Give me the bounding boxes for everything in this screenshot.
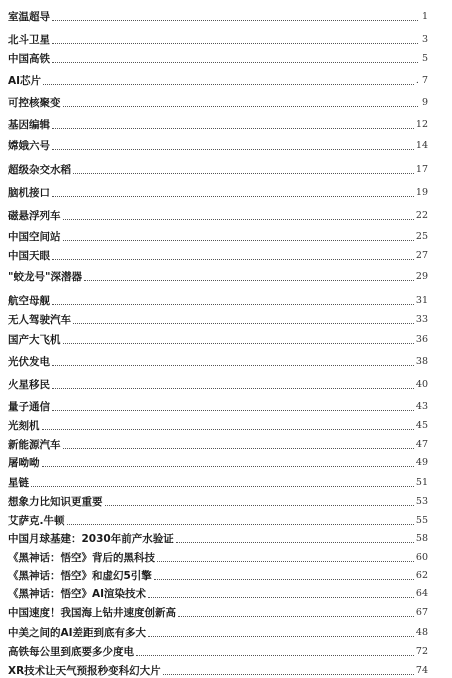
toc-entry-title: 中国月球基建：2030年前产水验证: [8, 533, 174, 545]
toc-entry[interactable]: [8, 374, 428, 392]
toc-entry-page-number: 47: [415, 439, 428, 450]
toc-entry[interactable]: [8, 266, 428, 284]
toc-entry[interactable]: [8, 565, 428, 583]
dot-leader: [52, 303, 414, 305]
dot-leader: [63, 239, 414, 241]
toc-entry-page-number: 27: [415, 250, 428, 261]
toc-entry-title: 中国空间站: [8, 231, 61, 243]
toc-entry-page-number: 60: [415, 552, 428, 563]
toc-entry-page-number: 67: [415, 607, 428, 618]
toc-entry-title: 可控核聚变: [8, 97, 61, 109]
toc-entry[interactable]: [8, 434, 428, 452]
dot-leader: [52, 42, 418, 44]
toc-entry-title: 磁悬浮列车: [8, 210, 61, 222]
toc-entry[interactable]: [8, 182, 428, 200]
dot-leader: [136, 654, 414, 656]
dot-leader: [105, 504, 414, 506]
dot-leader: [52, 409, 414, 411]
toc-entry[interactable]: [8, 309, 428, 327]
dot-leader: [42, 428, 414, 430]
dot-leader: [31, 485, 414, 487]
dot-leader: [52, 127, 414, 129]
toc-entry-page-number: 36: [415, 334, 428, 345]
toc-entry-page-number: 53: [415, 496, 428, 507]
dot-leader: [84, 279, 414, 281]
toc-entry-page-number: 17: [415, 164, 428, 175]
toc-entry[interactable]: [8, 6, 428, 24]
toc-entry-title: 室温超导: [8, 11, 50, 23]
toc-entry-page-number: . 7: [415, 75, 428, 86]
toc-entry[interactable]: [8, 226, 428, 244]
toc-entry-page-number: 48: [415, 627, 428, 638]
toc-entry-title: 中美之间的AI差距到底有多大: [8, 627, 147, 639]
dot-leader: [148, 635, 414, 637]
toc-entry[interactable]: [8, 415, 428, 433]
toc-entry[interactable]: [8, 70, 428, 88]
toc-entry-title: 屠呦呦: [8, 457, 40, 469]
toc-entry-title: 超级杂交水稻: [8, 164, 71, 176]
toc-entry[interactable]: [8, 510, 428, 528]
dot-leader: [163, 673, 414, 675]
toc-entry-page-number: 58: [415, 533, 428, 544]
toc-entry[interactable]: [8, 135, 428, 153]
toc-entry[interactable]: [8, 159, 428, 177]
toc-entry[interactable]: [8, 547, 428, 565]
toc-entry-title: "蛟龙号"深潜器: [8, 271, 82, 283]
toc-entry-page-number: 33: [415, 314, 428, 325]
dot-leader: [178, 615, 414, 617]
toc-entry[interactable]: [8, 92, 428, 110]
toc-entry-title: 火星移民: [8, 379, 50, 391]
toc-entry[interactable]: [8, 660, 428, 678]
toc-entry-page-number: 31: [415, 295, 428, 306]
toc-entry-page-number: 5: [421, 53, 428, 64]
toc-entry[interactable]: [8, 491, 428, 509]
toc-entry-title: 北斗卫星: [8, 34, 50, 46]
toc-entry-page-number: 43: [415, 401, 428, 412]
toc-entry[interactable]: [8, 29, 428, 47]
toc-entry-page-number: 29: [415, 271, 428, 282]
toc-entry-title: 基因编辑: [8, 119, 50, 131]
dot-leader: [42, 465, 414, 467]
toc-entry-title: 《黑神话：悟空》AI渲染技术: [8, 588, 147, 600]
dot-leader: [63, 342, 414, 344]
toc-entry[interactable]: [8, 528, 428, 546]
toc-entry-page-number: 14: [415, 140, 428, 151]
toc-entry-page-number: 72: [415, 646, 428, 657]
toc-entry-page-number: 9: [421, 97, 428, 108]
dot-leader: [52, 61, 418, 63]
toc-entry-page-number: 49: [415, 457, 428, 468]
dot-leader: [52, 364, 414, 366]
dot-leader: [176, 541, 414, 543]
dot-leader: [52, 148, 414, 150]
toc-entry-title: 国产大飞机: [8, 334, 61, 346]
toc-entry-page-number: 3: [421, 34, 428, 45]
toc-entry-title: 《黑神话：悟空》和虚幻5引擎: [8, 570, 152, 582]
toc-entry[interactable]: [8, 583, 428, 601]
toc-entry-title: 艾萨克.牛顿: [8, 515, 65, 527]
dot-leader: [157, 560, 414, 562]
toc-entry[interactable]: [8, 602, 428, 620]
toc-entry-page-number: 40: [415, 379, 428, 390]
toc-entry-page-number: 64: [415, 588, 428, 599]
toc-entry[interactable]: [8, 290, 428, 308]
dot-leader: [154, 578, 414, 580]
toc-entry-title: 想象力比知识更重要: [8, 496, 103, 508]
toc-entry-title: 嫦娥六号: [8, 140, 50, 152]
dot-leader: [73, 172, 414, 174]
dot-leader: [52, 19, 418, 21]
toc-entry[interactable]: [8, 622, 428, 640]
toc-entry-page-number: 1: [421, 11, 428, 22]
dot-leader: [43, 83, 414, 85]
dot-leader: [63, 447, 414, 449]
toc-entry[interactable]: [8, 48, 428, 66]
toc-entry-page-number: 19: [415, 187, 428, 198]
toc-entry-page-number: 45: [415, 420, 428, 431]
toc-entry-page-number: 55: [415, 515, 428, 526]
toc-entry-page-number: 38: [415, 356, 428, 367]
toc-entry[interactable]: [8, 114, 428, 132]
toc-entry-page-number: 62: [415, 570, 428, 581]
dot-leader: [52, 195, 414, 197]
toc-entry[interactable]: [8, 472, 428, 490]
toc-entry-title: 新能源汽车: [8, 439, 61, 451]
toc-entry-title: 航空母舰: [8, 295, 50, 307]
toc-entry-page-number: 51: [415, 477, 428, 488]
toc-entry[interactable]: [8, 245, 428, 263]
toc-entry-title: 脑机接口: [8, 187, 50, 199]
toc-entry-title: 量子通信: [8, 401, 50, 413]
toc-entry[interactable]: [8, 329, 428, 347]
toc-entry-title: AI芯片: [8, 75, 42, 87]
toc-entry-page-number: 22: [415, 210, 428, 221]
dot-leader: [52, 387, 414, 389]
toc-entry-title: 无人驾驶汽车: [8, 314, 71, 326]
toc-entry-title: 星链: [8, 477, 29, 489]
toc-entry-title: XR技术让天气预报秒变科幻大片: [8, 665, 161, 677]
toc-entry[interactable]: [8, 641, 428, 659]
dot-leader: [52, 258, 414, 260]
toc-entry[interactable]: [8, 351, 428, 369]
toc-entry-title: 中国速度！我国海上钻井速度创新高: [8, 607, 176, 619]
toc-entry-title: 中国天眼: [8, 250, 50, 262]
toc-entry[interactable]: [8, 205, 428, 223]
toc-entry-page-number: 25: [415, 231, 428, 242]
dot-leader: [63, 105, 419, 107]
toc-entry-title: 光刻机: [8, 420, 40, 432]
toc-entry[interactable]: [8, 396, 428, 414]
dot-leader: [148, 596, 414, 598]
dot-leader: [73, 322, 414, 324]
toc-entry-page-number: 74: [415, 665, 428, 676]
toc-entry-title: 中国高铁: [8, 53, 50, 65]
toc-entry-title: 《黑神话：悟空》背后的黑科技: [8, 552, 155, 564]
toc-entry-page-number: 12: [415, 119, 428, 130]
toc-entry-title: 光伏发电: [8, 356, 50, 368]
toc-entry-title: 高铁每公里到底要多少度电: [8, 646, 134, 658]
dot-leader: [67, 523, 414, 525]
dot-leader: [63, 218, 414, 220]
toc-entry[interactable]: [8, 452, 428, 470]
